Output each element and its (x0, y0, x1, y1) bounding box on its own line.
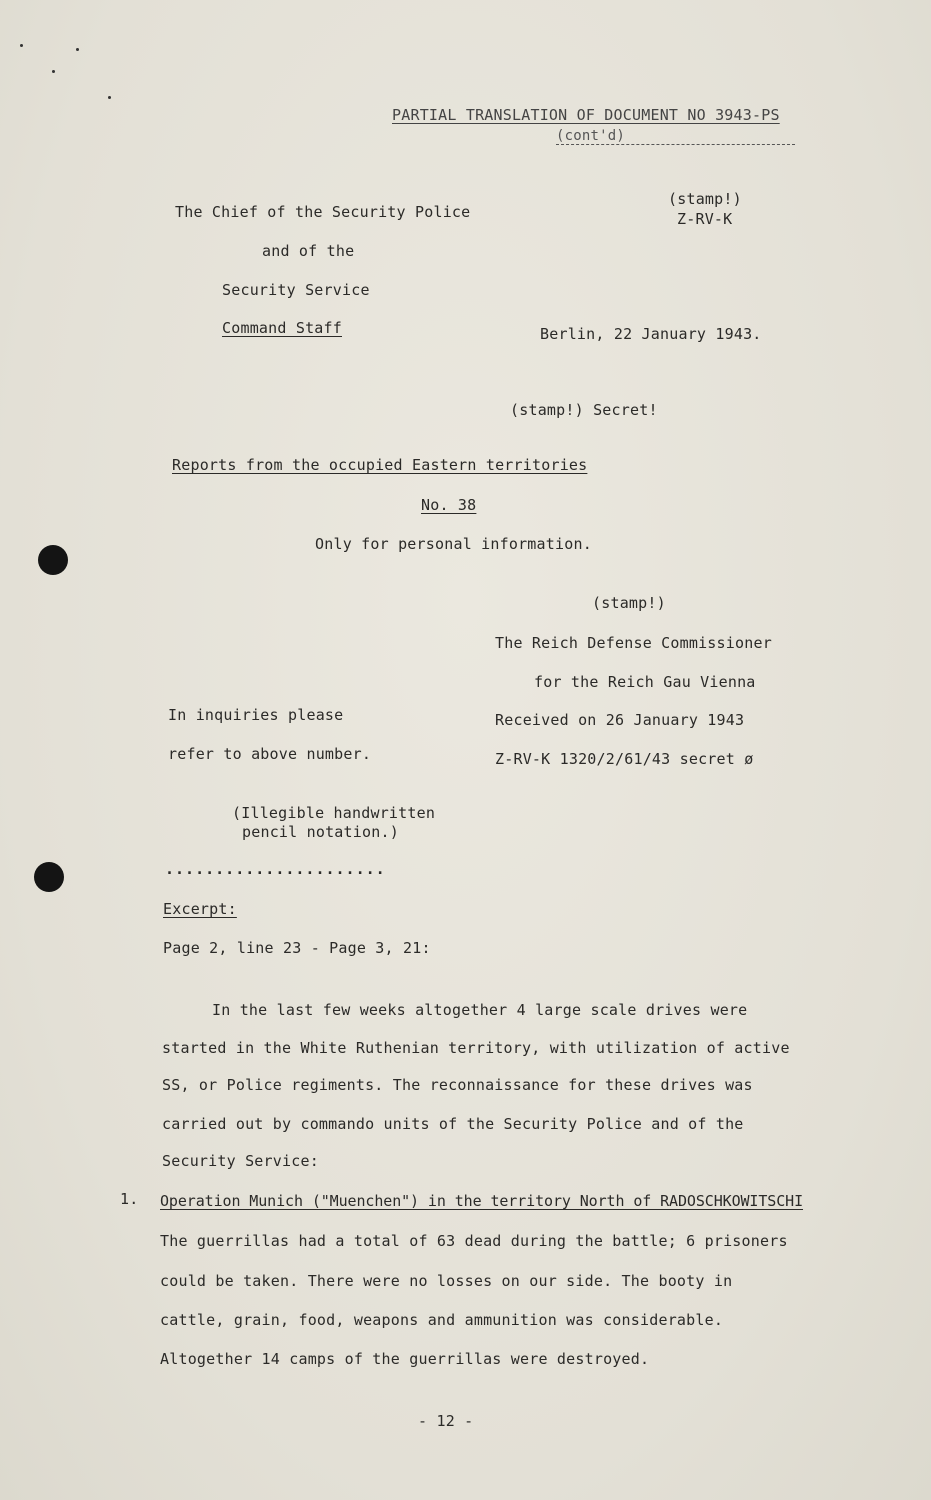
speck (20, 44, 23, 47)
handwritten-note-line-1: (Illegible handwritten (232, 804, 436, 822)
report-number: No. 38 (421, 496, 477, 514)
stamp-mid-line-2: for the Reich Gau Vienna (534, 673, 756, 691)
contd-label: (cont'd) (556, 128, 795, 145)
speck (108, 96, 111, 99)
stamp-top-label: (stamp!) (668, 190, 742, 208)
page-number: - 12 - (418, 1412, 474, 1430)
inquiries-line-2: refer to above number. (168, 745, 372, 763)
body-line-5: Security Service: (162, 1152, 319, 1170)
body-line-3: SS, or Police regiments. The reconnaissance for these drives was (162, 1076, 753, 1094)
body-line-4: carried out by commando units of the Security Police and of the (162, 1115, 744, 1133)
stamp-mid-line-4: Z-RV-K 1320/2/61/43 secret ø (495, 750, 754, 768)
item-line-3: cattle, grain, food, weapons and ammunition was considerable. (160, 1311, 724, 1329)
item-line-2: could be taken. There were no losses on our side. The booty in (160, 1272, 733, 1290)
document-heading: PARTIAL TRANSLATION OF DOCUMENT NO 3943-PS (392, 106, 780, 124)
date-line: Berlin, 22 January 1943. (540, 325, 762, 343)
handwritten-note-line-2: pencil notation.) (242, 823, 399, 841)
stamp-top-code: Z-RV-K (677, 210, 733, 228)
item-title: Operation Munich ("Muenchen") in the territory North of RADOSCHKOWITSCHI (160, 1192, 804, 1210)
sender-line-3: Security Service (222, 281, 370, 299)
item-line-4: Altogether 14 camps of the guerrillas were destroyed. (160, 1350, 650, 1368)
stamp-mid-line-1: The Reich Defense Commissioner (495, 634, 772, 652)
sender-line-1: The Chief of the Security Police (175, 203, 471, 221)
secret-stamp: (stamp!) Secret! (510, 401, 658, 419)
sender-line-2: and of the (262, 242, 355, 260)
punch-hole-lower (34, 862, 64, 892)
item-line-1: The guerrillas had a total of 63 dead during the battle; 6 prisoners (160, 1232, 788, 1250)
speck (76, 48, 79, 51)
excerpt-reference: Page 2, line 23 - Page 3, 21: (163, 939, 431, 957)
body-line-1: In the last few weeks altogether 4 large scale drives were (212, 1001, 748, 1019)
report-note: Only for personal information. (315, 535, 592, 553)
body-line-2: started in the White Ruthenian territory, with utilization of active (162, 1039, 790, 1057)
report-title: Reports from the occupied Eastern territories (172, 456, 588, 474)
inquiries-line-1: In inquiries please (168, 706, 344, 724)
excerpt-label: Excerpt: (163, 900, 237, 918)
speck (52, 70, 55, 73)
item-number: 1. (120, 1190, 139, 1208)
punch-hole-upper (38, 545, 68, 575)
stamp-mid-label: (stamp!) (592, 594, 666, 612)
sender-line-4: Command Staff (222, 319, 342, 337)
dotted-separator: ...................... (165, 860, 386, 878)
stamp-mid-line-3: Received on 26 January 1943 (495, 711, 745, 729)
